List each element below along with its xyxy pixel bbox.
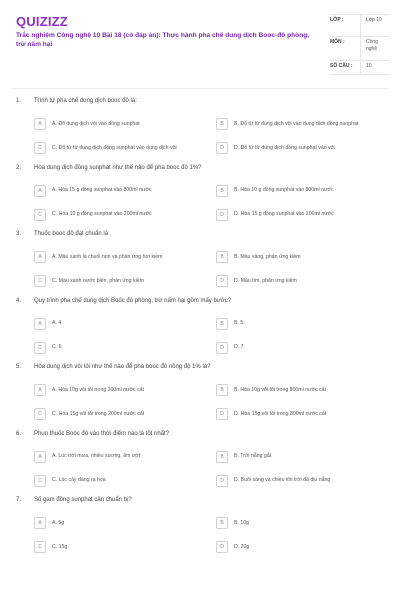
answer-option-d[interactable]: [216, 205, 396, 225]
option-letter-box: B: [216, 251, 228, 263]
answer-option-b[interactable]: [216, 181, 396, 201]
option-text: B. Hòa 10 g đồng sunphat vào 800ml nước: [234, 187, 334, 194]
answer-option-b[interactable]: [216, 447, 396, 467]
question-item: [0, 360, 400, 427]
answer-option-d[interactable]: [216, 271, 396, 291]
option-letter-box: C: [34, 275, 46, 287]
question-number: 4.: [16, 297, 22, 304]
option-letter-box: C: [34, 541, 46, 553]
meta-value: Lớp 10: [360, 15, 390, 36]
question-text: Số gam đồng sunphat cần chuẩn bị?: [34, 497, 132, 503]
answer-option-b[interactable]: [216, 247, 396, 267]
option-letter-box: A: [34, 118, 46, 130]
answer-option-c[interactable]: [34, 271, 214, 291]
answer-option-d[interactable]: [216, 537, 396, 557]
option-text: D. 7: [234, 344, 244, 351]
option-text: A. Đổ dung dịch vôi vào đồng sunphat: [52, 120, 140, 127]
question-text: Hòa dung dịch đồng sunphat như thế nào để pha booc đô 1%?: [34, 164, 202, 171]
option-text: A. 5g: [52, 519, 65, 526]
option-letter-box: D: [216, 475, 228, 487]
meta-label: SỐ CÂU :: [330, 63, 353, 69]
option-text: C. Lúc cây đang ra hoa: [52, 477, 106, 484]
question-stem: [16, 364, 374, 370]
option-text: A. Màu xanh lá chuối non và phản ứng hơi kiềm: [52, 253, 163, 260]
option-letter-box: C: [34, 342, 46, 354]
question-item: [0, 427, 400, 494]
option-text: D. Buổi sáng và chiều khi trời đã dịu nắng: [234, 477, 331, 484]
question-item: [0, 94, 400, 161]
question-stem: [16, 298, 374, 304]
option-text: D. 20g: [234, 543, 250, 550]
option-letter-box: B: [216, 185, 228, 197]
answer-option-a[interactable]: [34, 513, 214, 533]
meta-label: MÔN :: [330, 39, 345, 45]
answer-option-a[interactable]: [34, 380, 214, 400]
quizizz-logo: QUIZIZZ: [16, 14, 68, 29]
option-text: D. Màu tím, phản ứng kiềm: [234, 277, 297, 284]
answer-option-c[interactable]: [34, 338, 214, 358]
option-text: C. 6: [52, 344, 62, 351]
option-letter-box: A: [34, 517, 46, 529]
option-text: C. 15g: [52, 543, 68, 550]
option-letter-box: C: [34, 408, 46, 420]
question-number: 7.: [16, 497, 22, 503]
question-item: [0, 161, 400, 228]
meta-row-count: [330, 61, 390, 75]
answer-option-c[interactable]: [34, 404, 214, 424]
question-stem: [16, 497, 374, 503]
option-letter-box: A: [34, 384, 46, 396]
option-letter-box: D: [216, 408, 228, 420]
header-divider: [12, 88, 388, 89]
question-stem: [16, 165, 374, 171]
answer-option-b[interactable]: [216, 114, 396, 134]
option-text: B. 5: [234, 320, 244, 327]
option-text: D. Hòa 15g vôi tôi trong 800ml nước cất: [234, 410, 327, 417]
option-text: A. Hòa 10g vôi tôi trong 200ml nước cất: [52, 386, 144, 393]
option-text: D. Đổ từ từ dung dịch đồng sunphat vào vôi: [234, 144, 335, 151]
question-number: 6.: [16, 430, 22, 437]
option-text: D. Hòa 15 g đồng sunphat vào 200ml nước: [234, 211, 334, 218]
option-letter-box: A: [34, 185, 46, 197]
option-text: B. Hòa 10g vôi tôi trong 800ml nước cất: [234, 386, 326, 393]
answer-option-d[interactable]: [216, 471, 396, 491]
answer-option-a[interactable]: [34, 181, 214, 201]
question-stem: [16, 98, 374, 104]
option-text: A. Hòa 15 g đồng sunphat vào 800ml nước: [52, 187, 152, 194]
answer-option-b[interactable]: [216, 380, 396, 400]
question-number: 3.: [16, 231, 22, 237]
option-letter-box: B: [216, 384, 228, 396]
meta-table: [330, 14, 390, 75]
option-text: C. Hòa 10 g đồng sunphat vào 200ml nước: [52, 211, 152, 218]
option-letter-box: A: [34, 318, 46, 330]
option-letter-box: B: [216, 318, 228, 330]
option-text: A. Lúc trời mưa, nhiều sương, ẩm ướt: [52, 453, 141, 460]
option-letter-box: D: [216, 275, 228, 287]
answer-option-c[interactable]: [34, 205, 214, 225]
answer-option-c[interactable]: [34, 138, 214, 158]
option-letter-box: D: [216, 541, 228, 553]
option-letter-box: D: [216, 209, 228, 221]
page-title: Trắc nghiệm Công nghệ 10 Bài 18 (có đáp án): Thực hành pha chế dung dịch Booc-đô phòng, trừ nấm hại: [16, 32, 310, 48]
option-text: B. Trời nắng gắt: [234, 453, 272, 460]
worksheet-header: [0, 0, 400, 84]
question-text: Quy trình pha chế dung dịch Boóc đô phòng, trừ nấm hại gồm mấy bước?: [34, 297, 232, 304]
question-text: Hòa dung dịch vôi tôi như thế nào để pha booc đô nồng độ 1% là?: [34, 364, 211, 370]
option-letter-box: A: [34, 451, 46, 463]
answer-option-b[interactable]: [216, 314, 396, 334]
answer-option-a[interactable]: [34, 447, 214, 467]
option-letter-box: C: [34, 475, 46, 487]
option-text: C. Đổ từ từ dung dịch đồng sunphat vào dung dịch vôi: [52, 144, 177, 151]
meta-row-subject: [330, 37, 390, 61]
option-letter-box: B: [216, 517, 228, 529]
answer-option-c[interactable]: [34, 537, 214, 557]
option-letter-box: C: [34, 142, 46, 154]
question-text: Thuốc booc đô đạt chuẩn là: [34, 231, 109, 237]
option-letter-box: D: [216, 142, 228, 154]
meta-value: 10: [360, 61, 390, 74]
option-letter-box: B: [216, 451, 228, 463]
option-text: C. Hòa 15g vôi tôi trong 200ml nước cất: [52, 410, 145, 417]
option-letter-box: C: [34, 209, 46, 221]
meta-row-grade: [330, 15, 390, 37]
answer-option-a[interactable]: [34, 314, 214, 334]
question-item: [0, 493, 400, 560]
answer-option-b[interactable]: [216, 513, 396, 533]
question-item: [0, 227, 400, 294]
question-item: [0, 294, 400, 361]
answer-option-a[interactable]: [34, 114, 214, 134]
question-list: [0, 94, 400, 560]
question-stem: [16, 231, 374, 237]
meta-value: Công nghệ: [360, 37, 390, 60]
option-letter-box: A: [34, 251, 46, 263]
question-number: 5.: [16, 364, 22, 370]
answer-option-a[interactable]: [34, 247, 214, 267]
answer-option-c[interactable]: [34, 471, 214, 491]
option-text: A. 4: [52, 320, 62, 327]
answer-option-d[interactable]: [216, 338, 396, 358]
answer-option-d[interactable]: [216, 404, 396, 424]
option-letter-box: D: [216, 342, 228, 354]
option-text: B. Màu vàng, phản ứng kiềm: [234, 253, 301, 260]
option-text: B. Đổ từ từ dung dịch vôi vào dung dịch đồng sunphat: [234, 120, 359, 127]
option-text: B. 10g: [234, 519, 249, 526]
answer-option-d[interactable]: [216, 138, 396, 158]
question-text: Trình tự pha chế dung dịch booc đô là:: [34, 98, 137, 104]
question-number: 2.: [16, 164, 22, 171]
question-stem: [16, 431, 374, 437]
meta-label: LỚP :: [330, 17, 344, 23]
option-text: C. Màu xanh nước biển, phản ứng kiềm: [52, 277, 144, 284]
question-number: 1.: [16, 98, 22, 104]
option-letter-box: B: [216, 118, 228, 130]
question-text: Phun thuốc Boóc đô vào thời điểm nào là tốt nhất?: [34, 430, 170, 437]
